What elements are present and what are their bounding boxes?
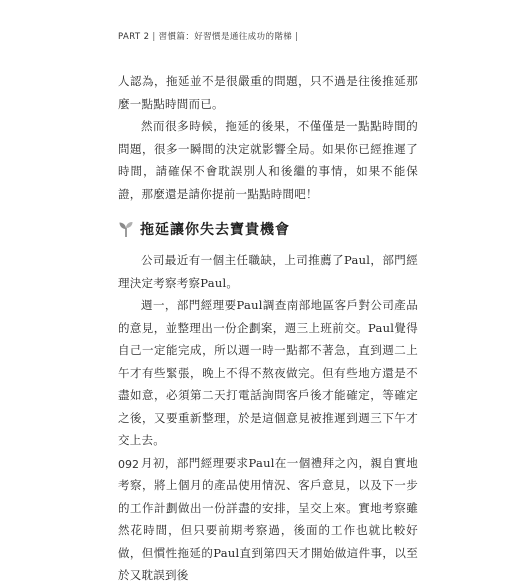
page-number: 092 bbox=[118, 458, 139, 471]
sprout-icon bbox=[118, 220, 134, 238]
paragraph: 月初，部門經理要求Paul在一個禮拜之內，親自實地考察，將上個月的產品使用情況、客戶意見，以及下一步的工作計劃做出一份詳盡的安排，呈交上來。實地考察雖然花時間，但只要前期考察過，後面的工作也就比較好做，但慣性拖延的Paul直到第四天才開始做這件事，以至於又耽誤到後 bbox=[118, 455, 418, 582]
header-separator: | bbox=[152, 32, 156, 42]
header-part: PART 2 bbox=[118, 32, 150, 42]
page-body bbox=[118, 70, 418, 587]
header-chapter: 習慣篇：好習慣是通往成功的階梯 bbox=[158, 32, 293, 42]
header-separator-end: | bbox=[295, 32, 299, 42]
running-header bbox=[118, 30, 301, 42]
section-title: 拖延讓你失去寶貴機會 bbox=[140, 222, 290, 238]
paragraph: 週一，部門經理要Paul調查南部地區客戶對公司產品的意見，並整理出一份企劃案，週三上班前交。Paul覺得自己一定能完成，所以週一時一點都不著急，直到週二上午才有些緊張，晚上不得不熬夜做完。但有些地方還是不盡如意，必須第二天打電話詢問客戶後才能確定，等確定之後，又要重新整理，於是這個意見被推遲到週三下午才交上去。 bbox=[118, 298, 418, 447]
paragraph: 人認為，拖延並不是很嚴重的問題，只不過是往後推延那麼一點點時間而已。 bbox=[118, 74, 418, 111]
paragraph: 然而很多時候，拖延的後果，不僅僅是一點點時間的問題，很多一瞬間的決定就影響全局。如果你已經推遲了時間，請確保不會耽誤別人和後繼的事情，如果不能保證，那麼還是請你提前一點點時間吧！ bbox=[118, 119, 418, 201]
paragraph: 公司最近有一個主任職缺，上司推薦了Paul，部門經理決定考察考察Paul。 bbox=[118, 253, 418, 290]
section-heading bbox=[118, 217, 418, 241]
